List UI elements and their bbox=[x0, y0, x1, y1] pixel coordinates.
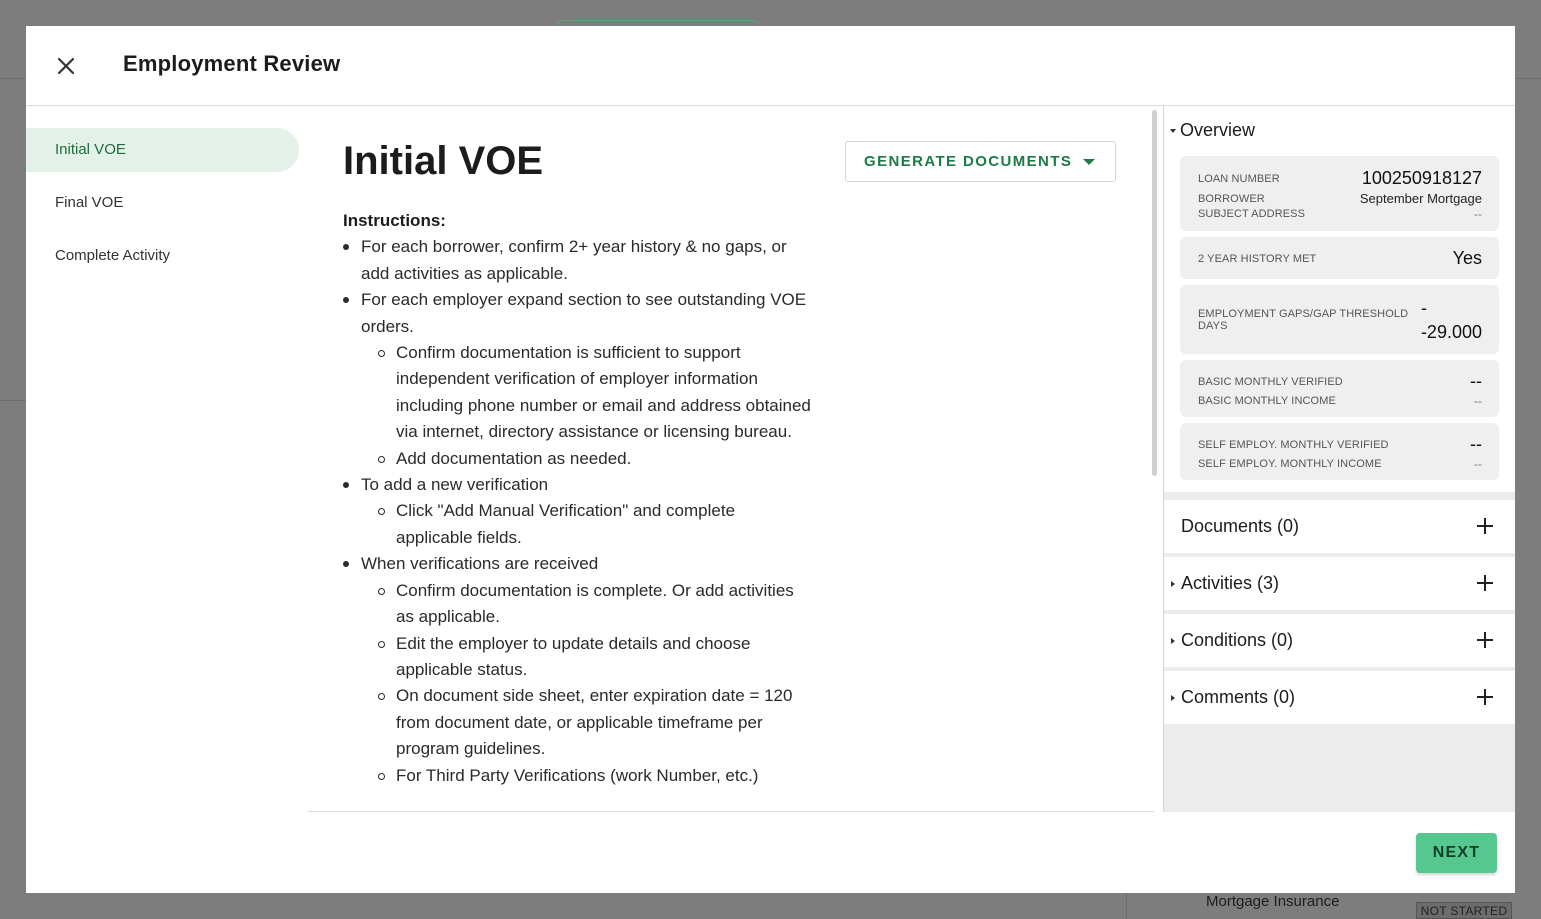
modal-title: Employment Review bbox=[123, 51, 341, 76]
next-button[interactable]: NEXT bbox=[1416, 833, 1497, 873]
close-icon[interactable] bbox=[54, 54, 78, 78]
conditions-section[interactable] bbox=[1164, 614, 1515, 667]
list-item bbox=[361, 446, 813, 472]
conditions-label: Conditions (0) bbox=[1181, 630, 1294, 650]
basic-verified-value: -- bbox=[1470, 371, 1482, 391]
instructions-list bbox=[343, 234, 813, 789]
history-label: 2 YEAR HISTORY MET bbox=[1198, 252, 1317, 265]
list-item-text: Add documentation as needed. bbox=[396, 448, 632, 468]
add-document-plus-icon[interactable] bbox=[1474, 515, 1496, 537]
list-item bbox=[361, 683, 813, 762]
overview-section bbox=[1164, 106, 1515, 492]
list-item bbox=[361, 631, 813, 684]
background-divider bbox=[1126, 893, 1127, 919]
history-card bbox=[1180, 237, 1499, 279]
gaps-label: EMPLOYMENT GAPS/GAP THRESHOLD DAYS bbox=[1198, 308, 1409, 332]
documents-section[interactable] bbox=[1164, 500, 1515, 553]
gaps-card bbox=[1180, 285, 1499, 354]
self-employ-card bbox=[1180, 423, 1499, 480]
gaps-value-line-2: -29.000 bbox=[1420, 322, 1482, 342]
background-mortgage-insurance: Mortgage Insurance bbox=[1206, 893, 1340, 910]
activities-section[interactable] bbox=[1164, 557, 1515, 610]
documents-label: Documents (0) bbox=[1181, 516, 1300, 536]
comments-label: Comments (0) bbox=[1181, 687, 1296, 707]
gaps-value-line-1: - bbox=[1420, 298, 1427, 318]
caret-right-icon bbox=[1171, 638, 1175, 644]
comments-section[interactable] bbox=[1164, 671, 1515, 724]
list-item-text: Confirm documentation is sufficient to support independent verification of employer information including phone number or email and address obtained via internet, directory assistance or licensing bureau. bbox=[396, 343, 811, 442]
list-item bbox=[343, 287, 813, 472]
background-divider bbox=[1515, 78, 1541, 79]
page-title: Initial VOE bbox=[343, 139, 544, 183]
instructions-heading: Instructions: bbox=[343, 211, 446, 230]
list-item bbox=[361, 763, 813, 789]
list-item bbox=[343, 234, 813, 287]
left-nav bbox=[26, 128, 299, 287]
generate-documents-button[interactable] bbox=[845, 141, 1116, 182]
list-item bbox=[343, 551, 813, 789]
add-condition-plus-icon[interactable] bbox=[1474, 629, 1496, 651]
list-item-text: Confirm documentation is complete. Or add activities as applicable. bbox=[396, 580, 794, 627]
background-status-badge: NOT STARTED bbox=[1416, 902, 1512, 919]
overview-header[interactable] bbox=[1180, 120, 1499, 141]
borrower-label: BORROWER bbox=[1198, 192, 1265, 205]
self-verified-label: SELF EMPLOY. MONTHLY VERIFIED bbox=[1198, 438, 1389, 451]
list-item-text: For Third Party Verifications (work Number, etc.) bbox=[396, 765, 759, 785]
add-comment-plus-icon[interactable] bbox=[1474, 686, 1496, 708]
list-item-text: For each borrower, confirm 2+ year history & no gaps, or add activities as applicable. bbox=[361, 237, 787, 283]
basic-income-value: -- bbox=[1474, 394, 1482, 408]
list-item bbox=[361, 498, 813, 551]
nav-item-final-voe[interactable]: Final VOE bbox=[55, 194, 124, 211]
self-income-value: -- bbox=[1474, 457, 1482, 471]
list-item bbox=[361, 578, 813, 631]
loan-number-label: LOAN NUMBER bbox=[1198, 172, 1280, 185]
caret-right-icon bbox=[1171, 695, 1175, 701]
list-item-text: When verifications are received bbox=[361, 554, 599, 574]
add-activity-plus-icon[interactable] bbox=[1474, 572, 1496, 594]
employment-review-modal bbox=[26, 26, 1515, 893]
list-item bbox=[361, 340, 813, 446]
main-scrollbar[interactable] bbox=[1152, 110, 1157, 476]
self-income-label: SELF EMPLOY. MONTHLY INCOME bbox=[1198, 458, 1382, 470]
list-item-text: Edit the employer to update details and choose applicable status. bbox=[396, 633, 751, 679]
subject-address-value: -- bbox=[1474, 207, 1482, 221]
basic-income-label: BASIC MONTHLY INCOME bbox=[1198, 395, 1336, 407]
basic-verified-label: BASIC MONTHLY VERIFIED bbox=[1198, 375, 1343, 388]
subject-address-label: SUBJECT ADDRESS bbox=[1198, 208, 1306, 220]
background-divider bbox=[0, 78, 26, 79]
background-divider bbox=[0, 400, 26, 401]
list-item-text: For each employer expand section to see outstanding VOE orders. bbox=[361, 290, 807, 336]
list-item bbox=[343, 472, 813, 551]
generate-documents-label: GENERATE DOCUMENTS bbox=[864, 153, 1073, 170]
right-panel bbox=[1163, 106, 1515, 812]
basic-income-card bbox=[1180, 360, 1499, 417]
caret-right-icon bbox=[1171, 581, 1175, 587]
modal-header bbox=[26, 26, 1515, 106]
loan-number-value: 100250918127 bbox=[1361, 168, 1482, 188]
caret-down-icon bbox=[1083, 159, 1095, 165]
list-item-text: On document side sheet, enter expiration date = 120 from document date, or applicable timeframe per program guidelines. bbox=[396, 686, 793, 759]
self-verified-value: -- bbox=[1470, 434, 1482, 454]
instructions bbox=[343, 208, 813, 789]
list-item-text: Click "Add Manual Verification" and complete applicable fields. bbox=[396, 501, 736, 547]
activities-label: Activities (3) bbox=[1181, 573, 1280, 593]
history-value: Yes bbox=[1452, 248, 1482, 268]
borrower-value: September Mortgage bbox=[1359, 191, 1482, 206]
main-content bbox=[308, 106, 1154, 812]
overview-heading: Overview bbox=[1180, 120, 1256, 140]
nav-item-complete-activity[interactable]: Complete Activity bbox=[55, 247, 171, 264]
gaps-value bbox=[1421, 296, 1482, 344]
nav-item-initial-voe[interactable]: Initial VOE bbox=[26, 128, 299, 172]
loan-info-card bbox=[1180, 156, 1499, 231]
list-item-text: To add a new verification bbox=[361, 475, 549, 495]
caret-down-icon bbox=[1170, 129, 1176, 133]
